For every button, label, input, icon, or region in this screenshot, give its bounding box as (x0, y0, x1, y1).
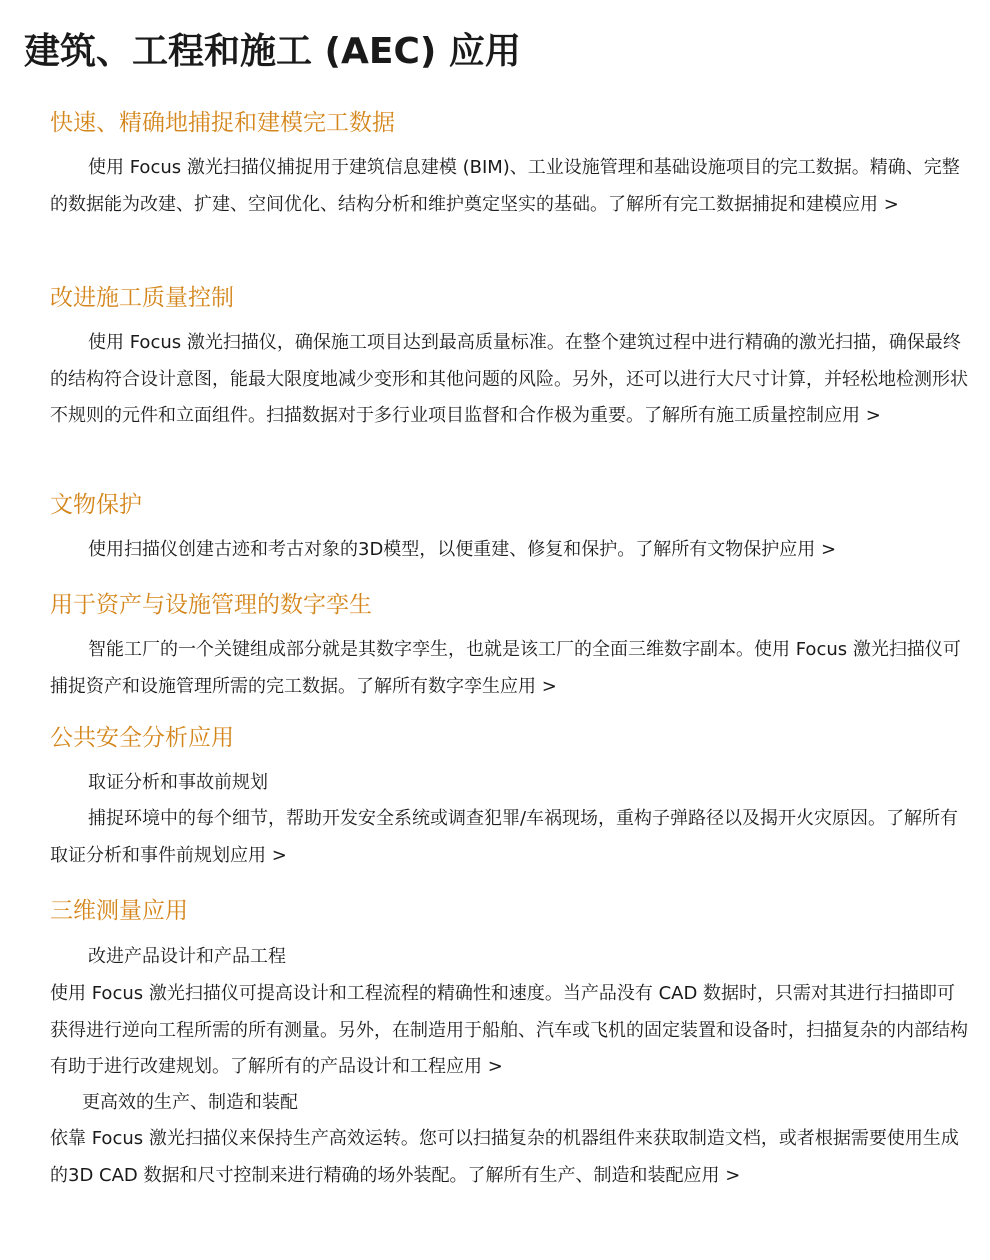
section-body-construction-qc (50, 325, 972, 435)
section-body-product-design (50, 976, 972, 1086)
section-body-manufacturing (50, 1121, 972, 1194)
body-text: 使用 Focus 激光扫描仪，确保施工项目达到最高质量标准。在整个建筑过程中进行精确的激光扫描，确保最终的结构符合设计意图，能最大限度地减少变形和其他问题的风险。另外，还可以进行大尺寸计算，并轻松地检测形状不规则的元件和立面组件。扫描数据对于多行业项目监督和合作极为重要。 (50, 332, 968, 426)
learn-more-link-manufacturing[interactable]: 了解所有生产、制造和装配应用 > (467, 1164, 741, 1186)
subheading-manufacturing: 更高效的生产、制造和装配 (82, 1092, 298, 1113)
learn-more-link-product-design[interactable]: 了解所有的产品设计和工程应用 > (230, 1056, 503, 1077)
body-text: 使用扫描仪创建古迹和考古对象的3D模型，以便重建、修复和保护。 (88, 539, 636, 560)
body-text: 捕捉环境中的每个细节，帮助开发安全系统或调查犯罪/车祸现场，重构子弹路径以及揭开火灾原因。 (88, 808, 887, 829)
learn-more-link-digital-twin[interactable]: 了解所有数字孪生应用 > (356, 675, 557, 697)
section-heading-digital-twin: 用于资产与设施管理的数字孪生 (50, 592, 372, 618)
section-heading-as-built-capture: 快速、精确地捕捉和建模完工数据 (50, 110, 395, 136)
subheading-product-design: 改进产品设计和产品工程 (88, 946, 286, 967)
learn-more-link-construction-qc[interactable]: 了解所有施工质量控制应用 > (644, 405, 881, 426)
body-text: 依靠 Focus 激光扫描仪来保持生产高效运转。您可以扫描复杂的机器组件来获取制造文档，或者根据需要使用生成的3D CAD 数据和尺寸控制来进行精确的场外装配。 (50, 1128, 959, 1186)
section-heading-heritage: 文物保护 (50, 492, 142, 518)
section-body-public-safety (50, 801, 972, 874)
subheading-forensics: 取证分析和事故前规划 (88, 772, 268, 793)
section-body-digital-twin (50, 632, 972, 705)
page-title: 建筑、工程和施工 (AEC) 应用 (24, 31, 521, 72)
learn-more-link-heritage[interactable]: 了解所有文物保护应用 > (635, 539, 837, 560)
section-heading-public-safety: 公共安全分析应用 (50, 725, 234, 751)
section-heading-3d-metrology: 三维测量应用 (50, 898, 188, 924)
body-text: 智能工厂的一个关键组成部分就是其数字孪生，也就是该工厂的全面三维数字副本。使用 Focus 激光扫描仪可捕捉资产和设施管理所需的完工数据。 (50, 639, 961, 697)
section-body-as-built-capture (50, 150, 972, 223)
body-text: 使用 Focus 激光扫描仪可提高设计和工程流程的精确性和速度。当产品没有 CAD 数据时，只需对其进行扫描即可获得进行逆向工程所需的所有测量。另外，在制造用于船舶、汽车或飞机的固定装置和设备时，扫描复杂的内部结构有助于进行改建规划。 (50, 983, 968, 1077)
learn-more-link-forensics[interactable]: 了解所有取证分析和事件前规划应用 > (50, 808, 959, 866)
section-body-heritage (50, 532, 972, 569)
learn-more-link-as-built-capture[interactable]: 了解所有完工数据捕捉和建模应用 > (608, 193, 899, 215)
body-text: 使用 Focus 激光扫描仪捕捉用于建筑信息建模 (BIM)、工业设施管理和基础设施项目的完工数据。精确、完整的数据能为改建、扩建、空间优化、结构分析和维护奠定坚实的基础。 (50, 157, 960, 215)
section-heading-construction-qc: 改进施工质量控制 (50, 285, 234, 311)
